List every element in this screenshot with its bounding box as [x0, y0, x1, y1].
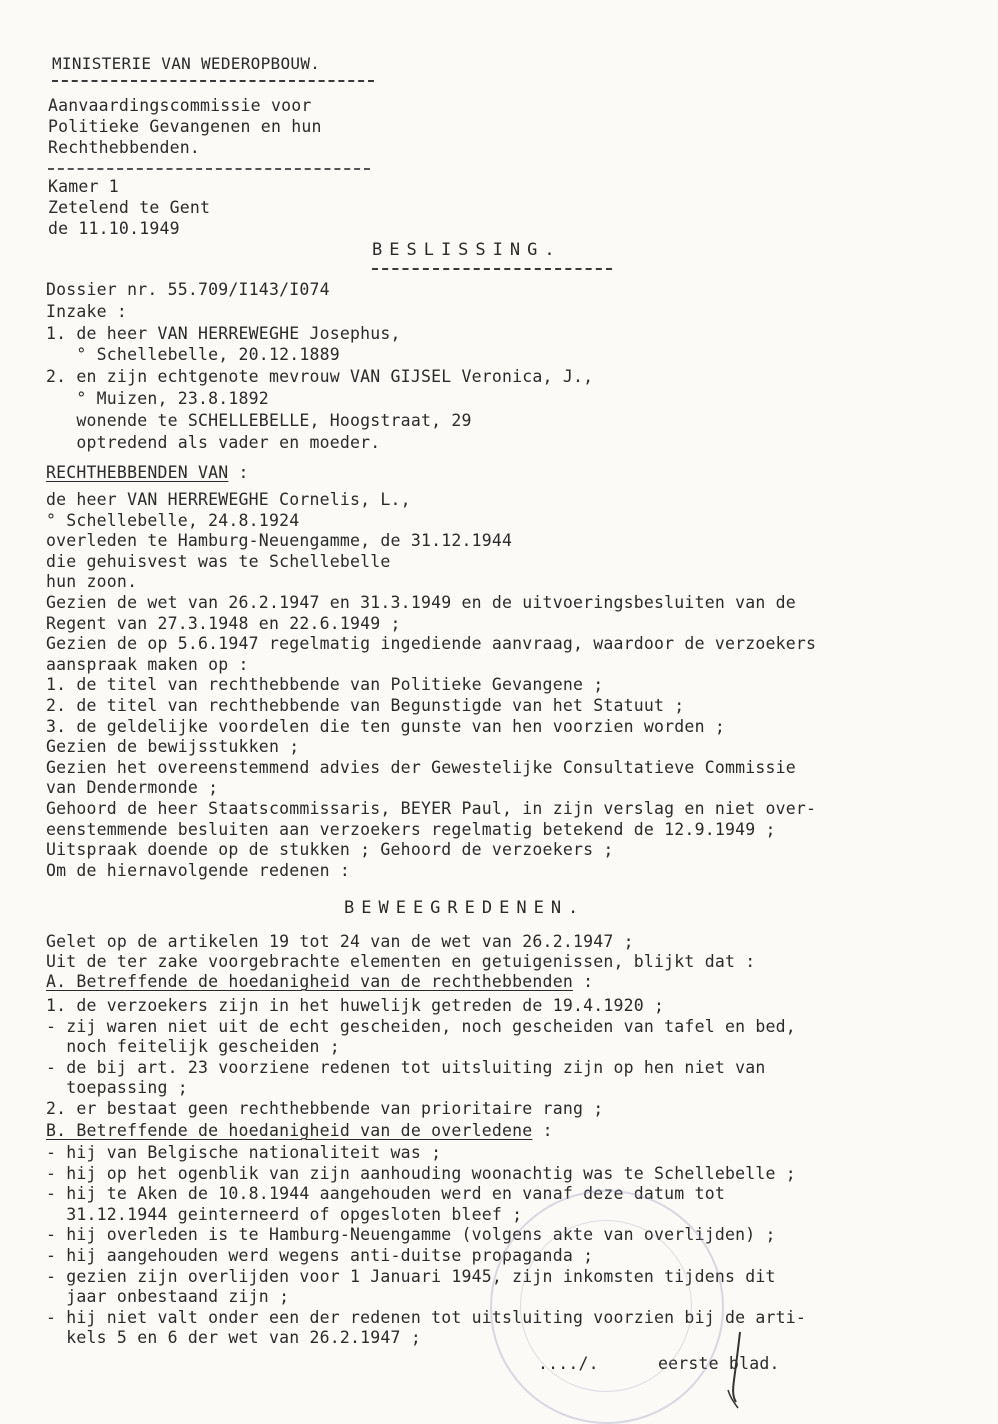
intro-line-2: Uit de ter zake voorgebrachte elementen en getuigenissen, blijkt dat : — [46, 952, 756, 971]
stamp-inner-ring — [520, 1220, 692, 1392]
section-b-line-2: - hij op het ogenblik van zijn aanhouding woonachtig was te Schellebelle ; — [46, 1163, 796, 1183]
rechthebbenden-line-8: Gezien de op 5.6.1947 regelmatig ingediende aanvraag, waardoor de verzoekers — [46, 634, 817, 654]
rechthebbenden-heading-colon: : — [228, 463, 249, 482]
section-a-line-6: 2. er bestaat geen rechthebbende van prioritaire rang ; — [46, 1099, 604, 1118]
section-b-line — [46, 1121, 553, 1141]
rechthebbenden-line-13: Gezien de bewijsstukken ; — [46, 737, 300, 757]
dossier-line-3: 1. de heer VAN HERREWEGHE Josephus, — [46, 323, 401, 343]
section-b-line-10: kels 5 en 6 der wet van 26.2.1947 ; — [46, 1328, 421, 1348]
commission-line-1: Aanvaardingscommissie voor — [48, 96, 312, 115]
rechthebbenden-line-12: 3. de geldelijke voordelen die ten gunste van hen voorzien worden ; — [46, 716, 725, 736]
ministry-name: MINISTERIE VAN WEDEROPBOUW. — [52, 54, 321, 73]
section-b-line-9: - hij niet valt onder een der redenen tot uitsluiting voorzien bij de arti- — [46, 1307, 807, 1327]
dossier-line-4: ° Schellebelle, 20.12.1889 — [46, 345, 340, 365]
dossier-line-6: ° Muizen, 23.8.1892 — [46, 389, 269, 408]
chamber-line-1: Kamer 1 — [48, 177, 119, 196]
rechthebbenden-line-11: 2. de titel van rechthebbende van Begunstigde van het Statuut ; — [46, 696, 685, 715]
section-a-colon: : — [572, 972, 594, 991]
header-divider — [52, 80, 374, 82]
commission-divider — [48, 168, 370, 170]
rechthebbenden-line-5: hun zoon. — [46, 572, 138, 592]
intro-line-1: Gelet op de artikelen 19 tot 24 van de wet van 26.2.1947 ; — [46, 932, 634, 951]
section-a-line-4: - de bij art. 23 voorziene redenen tot uitsluiting zijn op hen niet van — [46, 1057, 766, 1077]
rechthebbenden-line-9: aanspraak maken op : — [46, 654, 249, 674]
signature-mark — [718, 1330, 748, 1410]
section-b-line-4: 31.12.1944 geinterneerd of opgesloten bleef ; — [46, 1204, 523, 1224]
section-b-heading: B. Betreffende de hoedanigheid van de overledene — [46, 1121, 533, 1140]
dossier-line-5: 2. en zijn echtgenote mevrouw VAN GIJSEL Veronica, J., — [46, 367, 594, 387]
rechthebbenden-line-15: van Dendermonde ; — [46, 778, 219, 798]
section-a-line-2: - zij waren niet uit de echt gescheiden, noch gescheiden van tafel en bed, — [46, 1016, 796, 1036]
dossier-line-8: optredend als vader en moeder. — [46, 432, 381, 452]
decision-title: BESLISSING. — [372, 240, 562, 260]
chamber-line-3: de 11.10.1949 — [48, 219, 180, 238]
rechthebbenden-line-16: Gehoord de heer Staatscommissaris, BEYER Paul, in zijn verslag en niet over- — [46, 799, 817, 818]
section-a-line-5: toepassing ; — [46, 1078, 188, 1098]
section-b-line-7: - gezien zijn overlijden voor 1 Januari 1945, zijn inkomsten tijdens dit — [46, 1266, 776, 1286]
rechthebbenden-line-1: de heer VAN HERREWEGHE Cornelis, L., — [46, 490, 411, 509]
commission-line-3: Rechthebbenden. — [48, 138, 201, 157]
section-b-line-8: jaar onbestaand zijn ; — [46, 1287, 290, 1307]
dossier-line-7: wonende te SCHELLEBELLE, Hoogstraat, 29 — [46, 410, 472, 430]
rechthebbenden-line-6: Gezien de wet van 26.2.1947 en 31.3.1949 en de uitvoeringsbesluiten van de — [46, 593, 796, 612]
section-b-line-1: - hij van Belgische nationaliteit was ; — [46, 1143, 442, 1162]
commission-line-2: Politieke Gevangenen en hun — [48, 117, 322, 136]
rechthebbenden-heading-line — [46, 463, 249, 483]
rechthebbenden-heading: RECHTHEBBENDEN VAN — [46, 463, 229, 482]
continuation-mark: ..../. — [538, 1354, 599, 1373]
rechthebbenden-line-18: Uitspraak doende op de stukken ; Gehoord de verzoekers ; — [46, 840, 614, 860]
section-b-line-5: - hij overleden is te Hamburg-Neuengamme (volgens akte van overlijden) ; — [46, 1225, 776, 1245]
rechthebbenden-line-17: eenstemmende besluiten aan verzoekers regelmatig betekend de 12.9.1949 ; — [46, 819, 776, 839]
grounds-title: BEWEEGREDENEN. — [344, 898, 586, 918]
dossier-line-1: Dossier nr. 55.709/I143/I074 — [46, 280, 330, 299]
section-a-heading: A. Betreffende de hoedanigheid van de rechthebbenden — [46, 972, 573, 991]
section-a-line-3: noch feitelijk gescheiden ; — [46, 1037, 340, 1057]
rechthebbenden-line-3: overleden te Hamburg-Neuengamme, de 31.12.1944 — [46, 531, 513, 551]
rechthebbenden-line-10: 1. de titel van rechthebbende van Politieke Gevangene ; — [46, 675, 604, 695]
title-divider — [372, 268, 612, 270]
rechthebbenden-line-7: Regent van 27.3.1948 en 22.6.1949 ; — [46, 613, 401, 633]
section-a-line — [46, 972, 593, 992]
dossier-line-2: Inzake : — [46, 301, 128, 321]
section-b-line-3: - hij te Aken de 10.8.1944 aangehouden werd en vanaf deze datum tot — [46, 1184, 725, 1204]
chamber-line-2: Zetelend te Gent — [48, 198, 211, 217]
sheet-label: eerste blad. — [658, 1354, 780, 1373]
official-stamp — [490, 1190, 724, 1424]
section-b-line-6: - hij aangehouden werd wegens anti-duitse propaganda ; — [46, 1246, 594, 1265]
rechthebbenden-line-19: Om de hiernavolgende redenen : — [46, 860, 351, 880]
rechthebbenden-line-2: ° Schellebelle, 24.8.1924 — [46, 510, 300, 530]
section-b-colon: : — [532, 1121, 553, 1140]
rechthebbenden-line-14: Gezien het overeenstemmend advies der Gewestelijke Consultatieve Commissie — [46, 757, 796, 777]
rechthebbenden-line-4: die gehuisvest was te Schellebelle — [46, 551, 391, 571]
section-a-line-1: 1. de verzoekers zijn in het huwelijk getreden de 19.4.1920 ; — [46, 996, 665, 1015]
